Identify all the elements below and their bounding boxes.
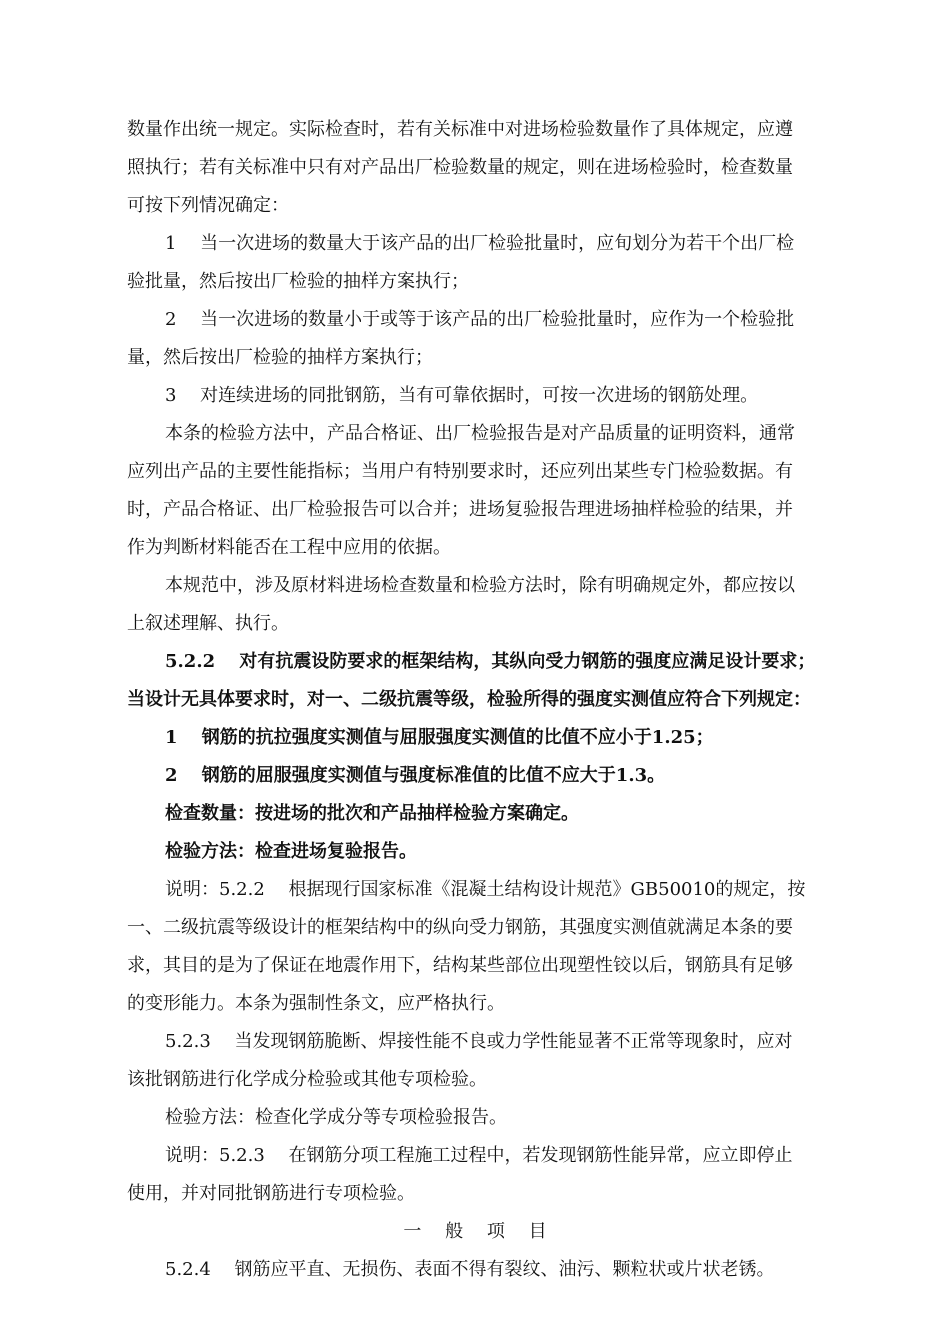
inspection-method: 检验方法：检查化学成分等专项检验报告。 (165, 1107, 507, 1128)
list-item: 2 当一次进场的数量小于或等于该产品的出厂检验批量时，应作为一个检验批 (165, 309, 795, 330)
paragraph-line: 应列出产品的主要性能指标；当用户有特别要求时，还应列出某些专门检验数据。有 (127, 461, 793, 482)
clause-heading: 5.2.2 对有抗震设防要求的框架结构，其纵向受力钢筋的强度应满足设计要求； (165, 651, 816, 672)
explanation-line: 说明：5.2.3 在钢筋分项工程施工过程中，若发现钢筋性能异常，应立即停止 (165, 1145, 793, 1166)
paragraph-line: 量，然后按出厂检验的抽样方案执行； (127, 347, 433, 368)
list-item: 1 当一次进场的数量大于该产品的出厂检验批量时，应旬划分为若干个出厂检 (165, 233, 795, 254)
explanation-line: 说明：5.2.2 根据现行国家标准《混凝土结构设计规范》GB50010的规定，按 (165, 879, 806, 900)
paragraph-line: 可按下列情况确定： (127, 195, 289, 216)
clause-list-item: 1 钢筋的抗拉强度实测值与屈服强度实测值的比值不应小于1.25； (165, 727, 714, 748)
inspection-method: 检验方法：检查进场复验报告。 (165, 841, 417, 862)
paragraph-line: 本条的检验方法中，产品合格证、出厂检验报告是对产品质量的证明资料，通常 (165, 423, 795, 444)
paragraph-line: 时，产品合格证、出厂检验报告可以合并；进场复验报告理进场抽样检验的结果，并 (127, 499, 793, 520)
paragraph-line: 一、二级抗震等级设计的框架结构中的纵向受力钢筋，其强度实测值就满足本条的要 (127, 917, 793, 938)
clause-heading: 5.2.4 钢筋应平直、无损伤、表面不得有裂纹、油污、颗粒状或片状老锈。 (165, 1259, 775, 1280)
paragraph-line: 数量作出统一规定。实际检查时，若有关标准中对进场检验数量作了具体规定，应遵 (127, 119, 793, 140)
clause-heading: 5.2.3 当发现钢筋脆断、焊接性能不良或力学性能显著不正常等现象时，应对 (165, 1031, 793, 1052)
paragraph-line: 本规范中，涉及原材料进场检查数量和检验方法时，除有明确规定外，都应按以 (165, 575, 795, 596)
paragraph-line: 该批钢筋进行化学成分检验或其他专项检验。 (127, 1069, 487, 1090)
paragraph-line: 作为判断材料能否在工程中应用的依据。 (127, 537, 451, 558)
paragraph-line: 上叙述理解、执行。 (127, 613, 289, 634)
section-heading: 一 般 项 目 (403, 1221, 547, 1242)
paragraph-line: 的变形能力。本条为强制性条文，应严格执行。 (127, 993, 505, 1014)
list-item: 3 对连续进场的同批钢筋，当有可靠依据时，可按一次进场的钢筋处理。 (165, 385, 759, 406)
paragraph-line: 使用，并对同批钢筋进行专项检验。 (127, 1183, 415, 1204)
clause-list-item: 2 钢筋的屈服强度实测值与强度标准值的比值不应大于1.3。 (165, 765, 666, 786)
paragraph-line: 照执行；若有关标准中只有对产品出厂检验数量的规定，则在进场检验时，检查数量 (127, 157, 793, 178)
paragraph-line: 验批量，然后按出厂检验的抽样方案执行； (127, 271, 469, 292)
clause-text: 当设计无具体要求时，对一、二级抗震等级，检验所得的强度实测值应符合下列规定： (127, 689, 811, 710)
paragraph-line: 求，其目的是为了保证在地震作用下，结构某些部位出现塑性铰以后，钢筋具有足够 (127, 955, 793, 976)
inspection-quantity: 检查数量：按进场的批次和产品抽样检验方案确定。 (165, 803, 579, 824)
